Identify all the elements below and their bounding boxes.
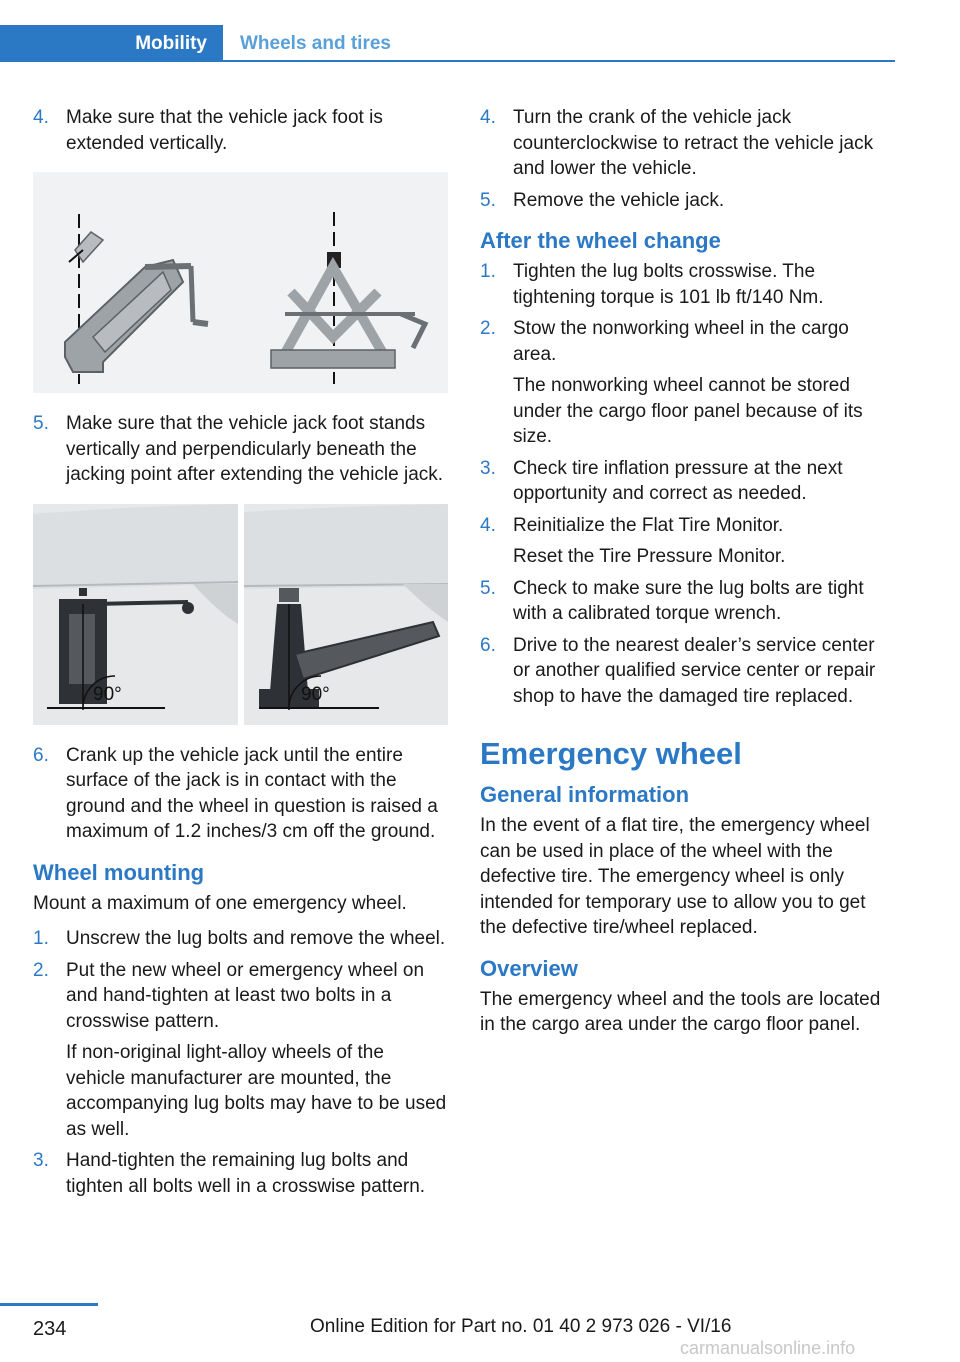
step-number: 2. <box>480 318 496 339</box>
angle-label-right: 90° <box>301 683 330 705</box>
step-text: Drive to the nearest dealer’s service center or another qualified service center or repair shop to have the damaged tire replaced. <box>513 634 876 707</box>
step-number: 4. <box>480 514 496 536</box>
wheel-mounting-steps <box>33 926 448 1199</box>
step-number: 3. <box>33 1150 49 1171</box>
list-item <box>480 576 895 627</box>
list-item <box>480 188 895 214</box>
step-number: 1. <box>480 261 496 282</box>
wheel-mounting-intro: Mount a maximum of one emergency wheel. <box>33 892 407 914</box>
step-text: Tighten the lug bolts crosswise. The tightening torque is 101 lb ft/140 Nm. <box>513 261 824 308</box>
list-item <box>480 259 895 310</box>
jack-perpendicular-illustration <box>33 504 448 725</box>
edition-footer: Online Edition for Part no. 01 40 2 973 026 - VI/16 <box>310 1316 732 1337</box>
list-item <box>33 411 448 488</box>
step-text: Stow the nonworking wheel in the cargo area. <box>513 318 849 365</box>
right-column <box>480 105 895 1044</box>
heading-overview: Overview <box>480 955 578 981</box>
step-number: 4. <box>33 107 49 128</box>
list-item <box>480 633 895 710</box>
heading-emergency-wheel: Emergency wheel <box>480 736 742 771</box>
list-item <box>33 958 448 1143</box>
after-change-steps <box>480 259 895 709</box>
section-tab-mobility[interactable]: Mobility <box>0 25 223 62</box>
step-text: Turn the crank of the vehicle jack counterclockwise to retract the vehicle jack and lower the vehicle. <box>513 107 874 179</box>
heading-wheel-mounting: Wheel mounting <box>33 859 205 885</box>
steps-a <box>33 105 448 156</box>
list-item <box>480 456 895 507</box>
step-text: Put the new wheel or emergency wheel on and hand-tighten at least two bolts in a crosswise pattern. <box>66 959 425 1032</box>
list-item <box>480 513 895 570</box>
lowering-steps <box>480 105 895 213</box>
angle-label-left: 90° <box>93 683 122 705</box>
list-item <box>480 316 895 450</box>
step-note: Reset the Tire Pressure Monitor. <box>513 546 786 567</box>
step-number: 6. <box>33 744 49 766</box>
left-column <box>33 105 448 1205</box>
header-rule <box>0 60 895 62</box>
step-number: 4. <box>480 107 496 128</box>
step-number: 2. <box>33 959 49 981</box>
jack-illustration <box>33 172 448 393</box>
heading-general-information: General information <box>480 782 690 807</box>
list-item <box>33 1148 448 1199</box>
list-item <box>33 926 448 952</box>
step-text: Make sure that the vehicle jack foot is extended vertically. <box>66 107 383 154</box>
chapter-tab-wheels-and-tires[interactable]: Wheels and tires <box>240 32 391 54</box>
page-number-rule <box>0 1303 98 1306</box>
list-item <box>480 105 895 182</box>
step-number: 5. <box>480 189 496 211</box>
page-header <box>0 25 895 63</box>
step-text: Make sure that the vehicle jack foot stands vertically and perpendicularly beneath the jacking point after extending the vehicle jack. <box>66 413 444 485</box>
watermark: carmanualsonline.info <box>680 1338 856 1358</box>
page-number: 234 <box>33 1318 67 1340</box>
figure-jack-perpendicular <box>33 504 448 725</box>
step-number: 1. <box>33 928 49 949</box>
step-text: Hand-tighten the remaining lug bolts and tighten all bolts well in a crosswise pattern. <box>66 1150 426 1197</box>
general-information-text: In the event of a flat tire, the emergency wheel can be used in place of the wheel with the defective tire. The emergency wheel is only intended for temporary use to allow you to get the defective tire/wheel replaced. <box>480 815 870 938</box>
step-text: Remove the vehicle jack. <box>513 189 725 211</box>
step-number: 3. <box>480 457 496 479</box>
step-text: Unscrew the lug bolts and remove the wheel. <box>66 928 446 949</box>
step-number: 5. <box>480 577 496 599</box>
step-text: Check to make sure the lug bolts are tight with a calibrated torque wrench. <box>513 577 864 624</box>
step-text: Reinitialize the Flat Tire Monitor. <box>513 514 784 536</box>
step-note: If non-original light-alloy wheels of the vehicle manufacturer are mounted, the accompanying lug bolts may have to be used as well. <box>66 1042 447 1140</box>
heading-after-wheel-change: After the wheel change <box>480 228 721 253</box>
overview-text: The emergency wheel and the tools are located in the cargo area under the cargo floor panel. <box>480 988 881 1035</box>
steps-b <box>33 411 448 488</box>
step-number: 5. <box>33 413 49 434</box>
step-text: Crank up the vehicle jack until the entire surface of the jack is in contact with the ground and the wheel in question is raised a maximum of 1.2 inches/3 cm off the ground. <box>66 744 438 842</box>
step-number: 6. <box>480 634 496 656</box>
step-text: Check tire inflation pressure at the next opportunity and correct as needed. <box>513 457 843 504</box>
steps-c <box>33 743 448 845</box>
list-item <box>33 105 448 156</box>
list-item <box>33 743 448 845</box>
step-note: The nonworking wheel cannot be stored under the cargo floor panel because of its size. <box>513 375 863 447</box>
figure-jack-foot-vertical <box>33 172 448 393</box>
